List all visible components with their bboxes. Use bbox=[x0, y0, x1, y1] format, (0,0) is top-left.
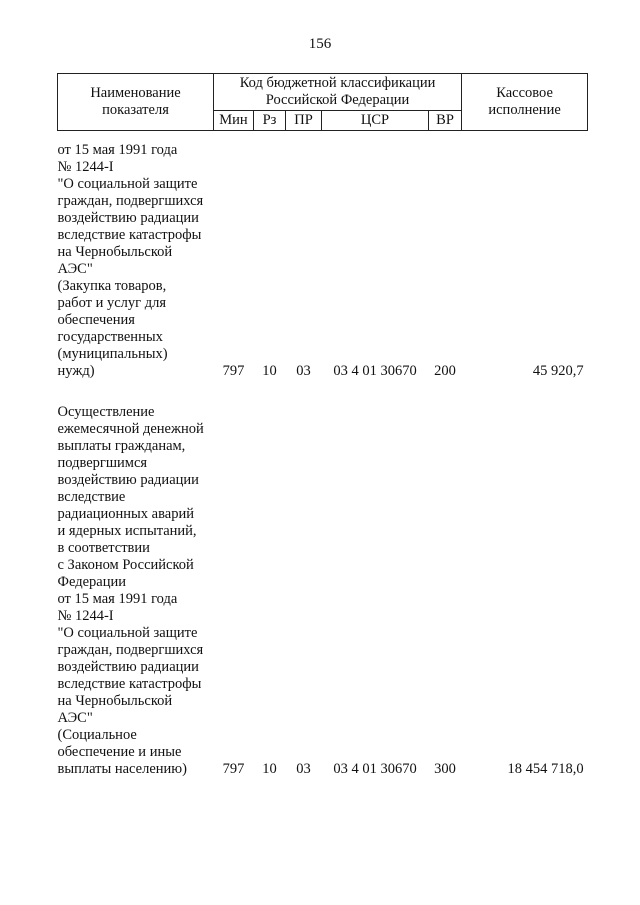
row-name-line: "О социальной защите bbox=[57, 176, 198, 192]
row-rz: 10 bbox=[262, 761, 277, 777]
header-code-group: Код бюджетной классификации Российской Федерации bbox=[214, 74, 462, 111]
row-min: 797 bbox=[222, 761, 245, 777]
row-rz: 10 bbox=[262, 363, 277, 379]
row-name-line: вследствие катастрофы bbox=[57, 676, 202, 692]
row-name-line: выплаты населению) bbox=[57, 761, 187, 777]
row-amount: 45 920,7 bbox=[532, 363, 584, 379]
header-name: Наименование показателя bbox=[58, 74, 214, 131]
row-min: 797 bbox=[222, 363, 245, 379]
row-name-line: воздействию радиации bbox=[57, 659, 199, 675]
row-name-line: подвергшимся bbox=[57, 455, 148, 471]
row-name-line: государственных bbox=[57, 329, 163, 345]
row-vr: 200 bbox=[434, 363, 456, 379]
row-name-line: работ и услуг для bbox=[57, 295, 166, 311]
row-name-line: (Закупка товаров, bbox=[57, 278, 167, 294]
row-name-line: в соответствии bbox=[57, 540, 150, 556]
row-pr: 03 bbox=[296, 363, 311, 379]
row-vr: 300 bbox=[434, 761, 456, 777]
table-row bbox=[58, 131, 588, 381]
row-name-line: № 1244-I bbox=[57, 159, 114, 175]
row-name-line: граждан, подвергшихся bbox=[57, 642, 204, 658]
row-name-line: АЭС" bbox=[57, 261, 93, 277]
row-name-line: на Чернобыльской bbox=[57, 244, 173, 260]
row-name-line: Осуществление bbox=[57, 404, 155, 420]
row-name-line: (муниципальных) bbox=[57, 346, 168, 362]
header-code-csr: ЦСР bbox=[322, 111, 429, 131]
row-name-line: вследствие катастрофы bbox=[57, 227, 202, 243]
row-name bbox=[58, 131, 214, 381]
row-spacer bbox=[58, 380, 588, 404]
row-name-line: вследствие bbox=[57, 489, 126, 505]
row-name-line: нужд) bbox=[57, 363, 95, 379]
header-code-pr: ПР bbox=[286, 111, 322, 131]
row-name-line: обеспечения bbox=[57, 312, 135, 328]
row-name-line: "О социальной защите bbox=[57, 625, 198, 641]
row-pr: 03 bbox=[296, 761, 311, 777]
row-name-line: от 15 мая 1991 года bbox=[57, 591, 178, 607]
row-name-line: воздействию радиации bbox=[57, 210, 199, 226]
header-code-vr: ВР bbox=[429, 111, 462, 131]
row-name-line: ежемесячной денежной bbox=[57, 421, 204, 437]
row-name-line: на Чернобыльской bbox=[57, 693, 173, 709]
budget-table bbox=[57, 73, 588, 778]
row-name-line: обеспечение и иные bbox=[57, 744, 182, 760]
row-name-line: № 1244-I bbox=[57, 608, 114, 624]
page-number: 156 bbox=[308, 36, 332, 52]
row-csr: 03 4 01 30670 bbox=[333, 761, 417, 777]
row-name-line: радиационных аварий bbox=[57, 506, 194, 522]
row-name-line: Федерации bbox=[57, 574, 126, 590]
row-amount: 18 454 718,0 bbox=[507, 761, 584, 777]
row-name-line: от 15 мая 1991 года bbox=[57, 142, 178, 158]
row-name-line: с Законом Российской bbox=[57, 557, 194, 573]
table-row bbox=[58, 404, 588, 778]
row-name bbox=[58, 404, 214, 778]
row-name-line: АЭС" bbox=[57, 710, 93, 726]
row-name-line: граждан, подвергшихся bbox=[57, 193, 204, 209]
header-amount: Кассовое исполнение bbox=[462, 74, 588, 131]
header-code-min: Мин bbox=[214, 111, 254, 131]
row-name-line: воздействию радиации bbox=[57, 472, 199, 488]
row-name-line: и ядерных испытаний, bbox=[57, 523, 197, 539]
row-csr: 03 4 01 30670 bbox=[333, 363, 417, 379]
row-name-line: (Социальное bbox=[57, 727, 137, 743]
row-name-line: выплаты гражданам, bbox=[57, 438, 186, 454]
header-code-rz: Рз bbox=[254, 111, 286, 131]
